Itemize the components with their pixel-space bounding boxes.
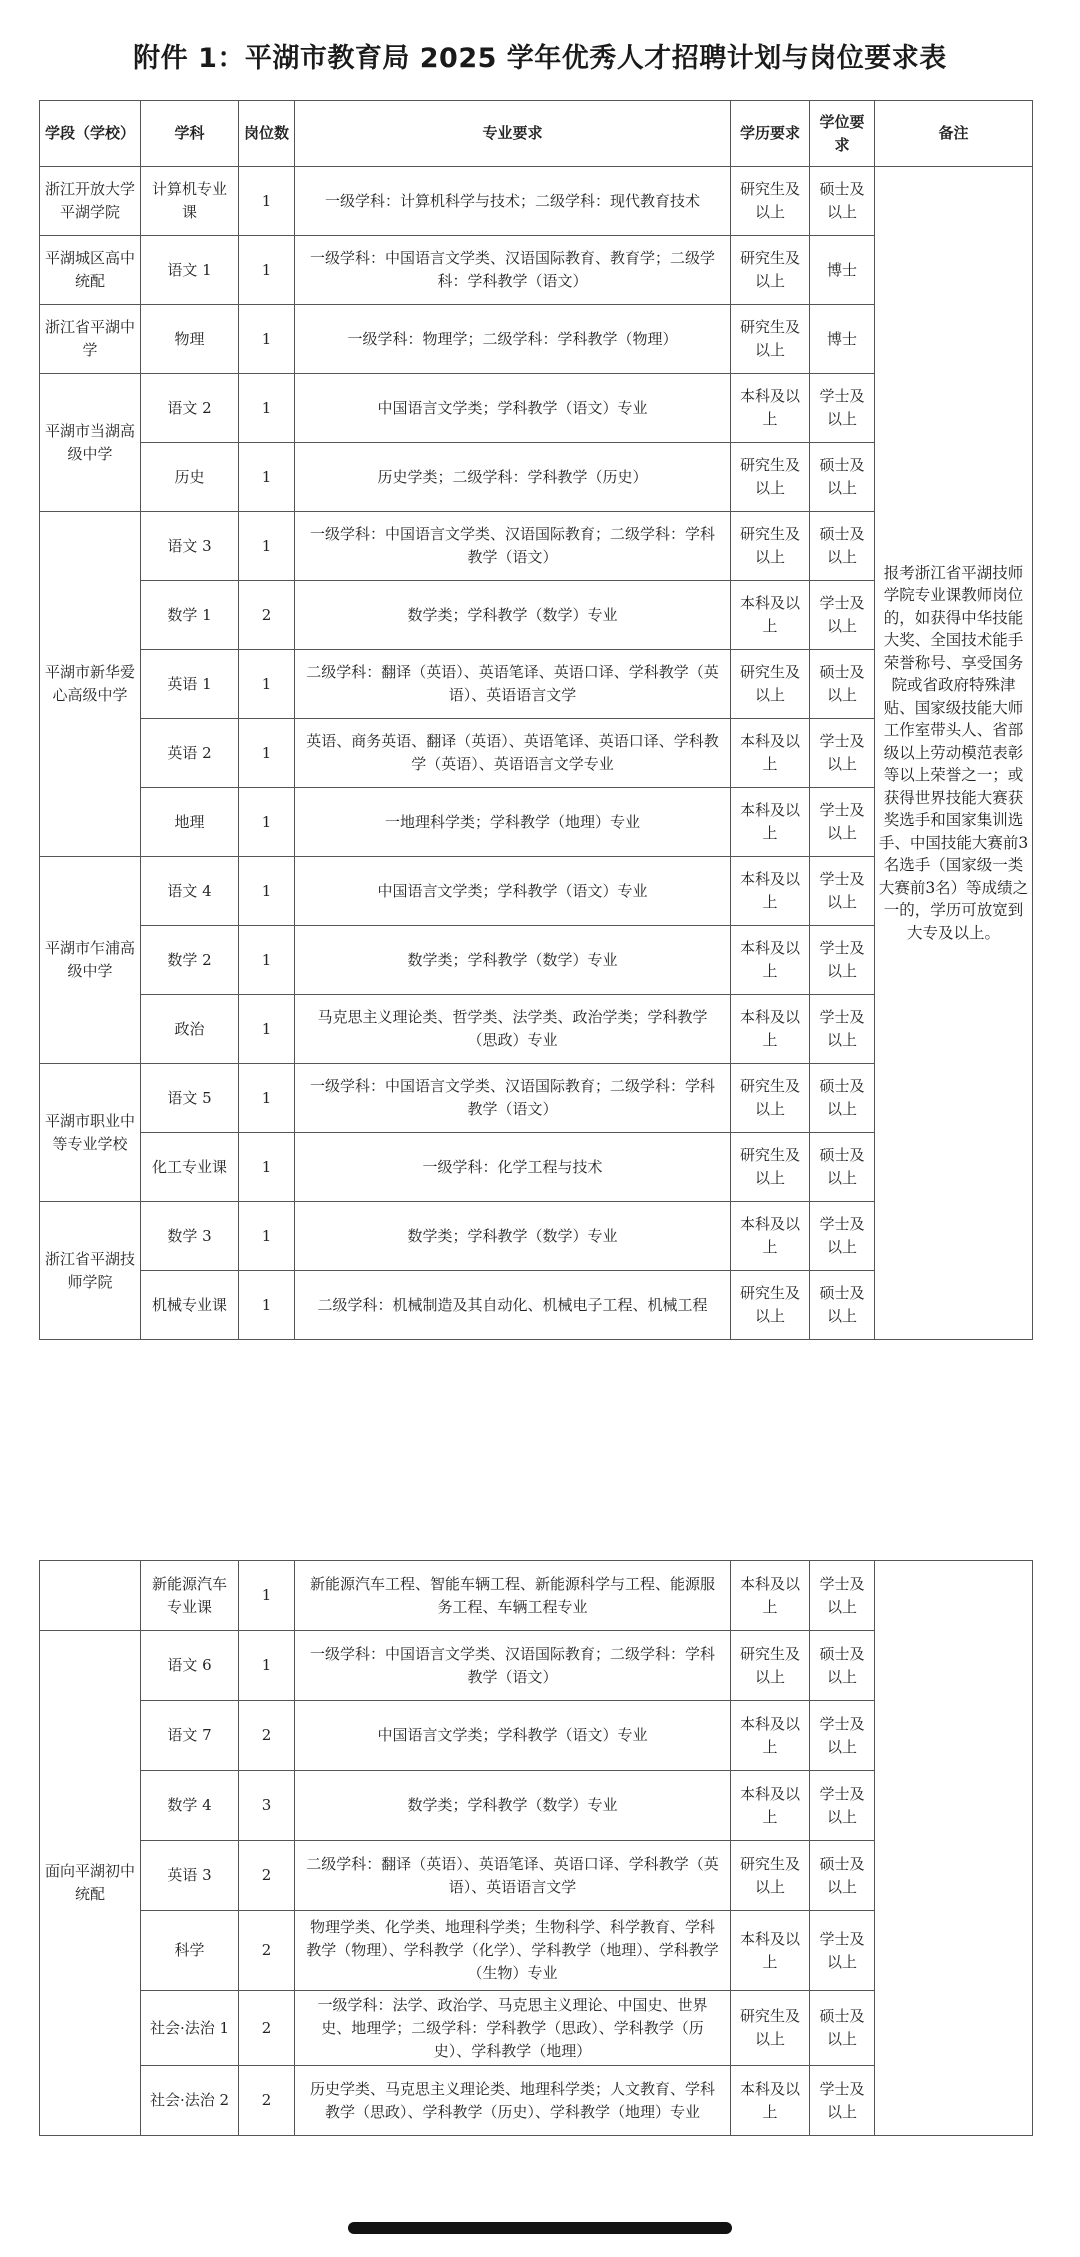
- subject-cell: 数学 1: [141, 581, 239, 650]
- education-cell: 研究生及以上: [731, 1271, 810, 1340]
- subject-cell: 社会·法治 2: [141, 2066, 239, 2136]
- education-cell: 研究生及以上: [731, 1064, 810, 1133]
- degree-cell: 学士及以上: [810, 719, 875, 788]
- education-cell: 本科及以上: [731, 857, 810, 926]
- header-remarks: 备注: [875, 101, 1033, 167]
- subject-cell: 英语 3: [141, 1841, 239, 1911]
- posts-cell: 1: [239, 788, 295, 857]
- education-cell: 研究生及以上: [731, 1631, 810, 1701]
- subject-cell: 英语 2: [141, 719, 239, 788]
- education-cell: 本科及以上: [731, 374, 810, 443]
- home-indicator[interactable]: [348, 2222, 732, 2234]
- posts-cell: 2: [239, 2066, 295, 2136]
- subject-cell: 历史: [141, 443, 239, 512]
- degree-cell: 学士及以上: [810, 2066, 875, 2136]
- education-cell: 研究生及以上: [731, 305, 810, 374]
- degree-cell: 学士及以上: [810, 1701, 875, 1771]
- major-cell: 马克思主义理论类、哲学类、法学类、政治学类；学科教学（思政）专业: [295, 995, 731, 1064]
- education-cell: 本科及以上: [731, 926, 810, 995]
- education-cell: 研究生及以上: [731, 236, 810, 305]
- subject-cell: 机械专业课: [141, 1271, 239, 1340]
- posts-cell: 1: [239, 1561, 295, 1631]
- degree-cell: 学士及以上: [810, 1561, 875, 1631]
- subject-cell: 科学: [141, 1911, 239, 1991]
- posts-cell: 2: [239, 1911, 295, 1991]
- major-cell: 数学类；学科教学（数学）专业: [295, 1202, 731, 1271]
- subject-cell: 数学 2: [141, 926, 239, 995]
- posts-cell: 1: [239, 995, 295, 1064]
- degree-cell: 硕士及以上: [810, 1991, 875, 2066]
- posts-cell: 2: [239, 1991, 295, 2066]
- recruitment-table: [39, 100, 1033, 1340]
- education-cell: 本科及以上: [731, 1701, 810, 1771]
- degree-cell: 学士及以上: [810, 1202, 875, 1271]
- degree-cell: 硕士及以上: [810, 650, 875, 719]
- education-cell: 本科及以上: [731, 719, 810, 788]
- degree-cell: 硕士及以上: [810, 1133, 875, 1202]
- education-cell: 研究生及以上: [731, 1133, 810, 1202]
- major-cell: 中国语言文学类；学科教学（语文）专业: [295, 374, 731, 443]
- school-cell: 浙江省平湖中学: [40, 305, 141, 374]
- subject-cell: 语文 5: [141, 1064, 239, 1133]
- degree-cell: 硕士及以上: [810, 443, 875, 512]
- education-cell: 研究生及以上: [731, 443, 810, 512]
- posts-cell: 1: [239, 1064, 295, 1133]
- education-cell: 研究生及以上: [731, 1991, 810, 2066]
- recruitment-table-continued: [39, 1560, 1033, 2136]
- posts-cell: 1: [239, 167, 295, 236]
- posts-cell: 1: [239, 374, 295, 443]
- subject-cell: 数学 3: [141, 1202, 239, 1271]
- degree-cell: 学士及以上: [810, 374, 875, 443]
- school-cell: 平湖市当湖高级中学: [40, 374, 141, 512]
- remarks-cell: 报考浙江省平湖技师学院专业课教师岗位的，如获得中华技能大奖、全国技术能手荣誉称号、享受国务院或省政府特殊津贴、国家级技能大师工作室带头人、省部级以上劳动模范表彰等以上荣誉之一；或获得世界技能大赛获奖选手和国家集训选手、中国技能大赛前3名选手（国家级一类大赛前3名）等成绩之一的，学历可放宽到大专及以上。: [875, 167, 1033, 1340]
- header-degree: 学位要求: [810, 101, 875, 167]
- degree-cell: 学士及以上: [810, 995, 875, 1064]
- posts-cell: 1: [239, 1133, 295, 1202]
- major-cell: 一级学科：物理学；二级学科：学科教学（物理）: [295, 305, 731, 374]
- major-cell: 二级学科：翻译（英语）、英语笔译、英语口译、学科教学（英语）、英语语言文学: [295, 650, 731, 719]
- degree-cell: 学士及以上: [810, 857, 875, 926]
- major-cell: 物理学类、化学类、地理科学类；生物科学、科学教育、学科教学（物理）、学科教学（化学）、学科教学（地理）、学科教学（生物）专业: [295, 1911, 731, 1991]
- posts-cell: 1: [239, 926, 295, 995]
- subject-cell: 社会·法治 1: [141, 1991, 239, 2066]
- education-cell: 本科及以上: [731, 995, 810, 1064]
- subject-cell: 语文 4: [141, 857, 239, 926]
- school-cell: 平湖市新华爱心高级中学: [40, 512, 141, 857]
- header-posts: 岗位数: [239, 101, 295, 167]
- major-cell: 中国语言文学类；学科教学（语文）专业: [295, 1701, 731, 1771]
- school-cell: 平湖城区高中统配: [40, 236, 141, 305]
- header-major: 专业要求: [295, 101, 731, 167]
- subject-cell: 语文 2: [141, 374, 239, 443]
- posts-cell: 1: [239, 512, 295, 581]
- subject-cell: 语文 7: [141, 1701, 239, 1771]
- posts-cell: 1: [239, 305, 295, 374]
- major-cell: 一级学科：计算机科学与技术；二级学科：现代教育技术: [295, 167, 731, 236]
- posts-cell: 1: [239, 443, 295, 512]
- major-cell: 一级学科：中国语言文学类、汉语国际教育、教育学；二级学科：学科教学（语文）: [295, 236, 731, 305]
- subject-cell: 物理: [141, 305, 239, 374]
- education-cell: 本科及以上: [731, 788, 810, 857]
- header-row: [40, 101, 1033, 167]
- degree-cell: 博士: [810, 305, 875, 374]
- posts-cell: 3: [239, 1771, 295, 1841]
- header-school: 学段（学校）: [40, 101, 141, 167]
- school-cell: 面向平湖初中统配: [40, 1631, 141, 2136]
- table-row: [40, 1561, 1033, 1631]
- major-cell: 新能源汽车工程、智能车辆工程、新能源科学与工程、能源服务工程、车辆工程专业: [295, 1561, 731, 1631]
- major-cell: 一级学科：中国语言文学类、汉语国际教育；二级学科：学科教学（语文）: [295, 1064, 731, 1133]
- subject-cell: 语文 6: [141, 1631, 239, 1701]
- subject-cell: 政治: [141, 995, 239, 1064]
- posts-cell: 2: [239, 581, 295, 650]
- degree-cell: 硕士及以上: [810, 1841, 875, 1911]
- posts-cell: 1: [239, 1271, 295, 1340]
- subject-cell: 新能源汽车专业课: [141, 1561, 239, 1631]
- major-cell: 二级学科：翻译（英语）、英语笔译、英语口译、学科教学（英语）、英语语言文学: [295, 1841, 731, 1911]
- degree-cell: 学士及以上: [810, 788, 875, 857]
- degree-cell: 学士及以上: [810, 1771, 875, 1841]
- degree-cell: 学士及以上: [810, 926, 875, 995]
- education-cell: 本科及以上: [731, 1771, 810, 1841]
- school-cell: 浙江省平湖技师学院: [40, 1202, 141, 1340]
- major-cell: 数学类；学科教学（数学）专业: [295, 581, 731, 650]
- education-cell: 研究生及以上: [731, 650, 810, 719]
- subject-cell: 语文 1: [141, 236, 239, 305]
- posts-cell: 1: [239, 1631, 295, 1701]
- school-cell: 平湖市职业中等专业学校: [40, 1064, 141, 1202]
- posts-cell: 1: [239, 857, 295, 926]
- education-cell: 本科及以上: [731, 1911, 810, 1991]
- major-cell: 一级学科：化学工程与技术: [295, 1133, 731, 1202]
- subject-cell: 数学 4: [141, 1771, 239, 1841]
- education-cell: 本科及以上: [731, 1561, 810, 1631]
- school-cell-empty: [40, 1561, 141, 1631]
- degree-cell: 硕士及以上: [810, 1631, 875, 1701]
- education-cell: 研究生及以上: [731, 512, 810, 581]
- major-cell: 中国语言文学类；学科教学（语文）专业: [295, 857, 731, 926]
- posts-cell: 2: [239, 1701, 295, 1771]
- subject-cell: 计算机专业课: [141, 167, 239, 236]
- education-cell: 研究生及以上: [731, 167, 810, 236]
- page-title: 附件 1：平湖市教育局 2025 学年优秀人才招聘计划与岗位要求表: [133, 43, 947, 74]
- major-cell: 一级学科：中国语言文学类、汉语国际教育；二级学科：学科教学（语文）: [295, 512, 731, 581]
- posts-cell: 2: [239, 1841, 295, 1911]
- education-cell: 本科及以上: [731, 581, 810, 650]
- major-cell: 一地理科学类；学科教学（地理）专业: [295, 788, 731, 857]
- degree-cell: 学士及以上: [810, 581, 875, 650]
- education-cell: 本科及以上: [731, 1202, 810, 1271]
- major-cell: 历史学类；二级学科：学科教学（历史）: [295, 443, 731, 512]
- major-cell: 数学类；学科教学（数学）专业: [295, 926, 731, 995]
- degree-cell: 硕士及以上: [810, 167, 875, 236]
- major-cell: 二级学科：机械制造及其自动化、机械电子工程、机械工程: [295, 1271, 731, 1340]
- major-cell: 数学类；学科教学（数学）专业: [295, 1771, 731, 1841]
- header-education: 学历要求: [731, 101, 810, 167]
- table-row: [40, 167, 1033, 236]
- degree-cell: 学士及以上: [810, 1911, 875, 1991]
- education-cell: 研究生及以上: [731, 1841, 810, 1911]
- degree-cell: 硕士及以上: [810, 1064, 875, 1133]
- school-cell: 浙江开放大学平湖学院: [40, 167, 141, 236]
- subject-cell: 化工专业课: [141, 1133, 239, 1202]
- posts-cell: 1: [239, 236, 295, 305]
- subject-cell: 语文 3: [141, 512, 239, 581]
- school-cell: 平湖市乍浦高级中学: [40, 857, 141, 1064]
- major-cell: 一级学科：法学、政治学、马克思主义理论、中国史、世界史、地理学；二级学科：学科教学（思政）、学科教学（历史）、学科教学（地理）: [295, 1991, 731, 2066]
- major-cell: 一级学科：中国语言文学类、汉语国际教育；二级学科：学科教学（语文）: [295, 1631, 731, 1701]
- header-subject: 学科: [141, 101, 239, 167]
- major-cell: 历史学类、马克思主义理论类、地理科学类；人文教育、学科教学（思政）、学科教学（历史）、学科教学（地理）专业: [295, 2066, 731, 2136]
- remarks-cell-empty: [875, 1561, 1033, 2136]
- posts-cell: 1: [239, 719, 295, 788]
- major-cell: 英语、商务英语、翻译（英语）、英语笔译、英语口译、学科教学（英语）、英语语言文学专业: [295, 719, 731, 788]
- posts-cell: 1: [239, 1202, 295, 1271]
- subject-cell: 地理: [141, 788, 239, 857]
- degree-cell: 硕士及以上: [810, 512, 875, 581]
- subject-cell: 英语 1: [141, 650, 239, 719]
- posts-cell: 1: [239, 650, 295, 719]
- degree-cell: 博士: [810, 236, 875, 305]
- degree-cell: 硕士及以上: [810, 1271, 875, 1340]
- education-cell: 本科及以上: [731, 2066, 810, 2136]
